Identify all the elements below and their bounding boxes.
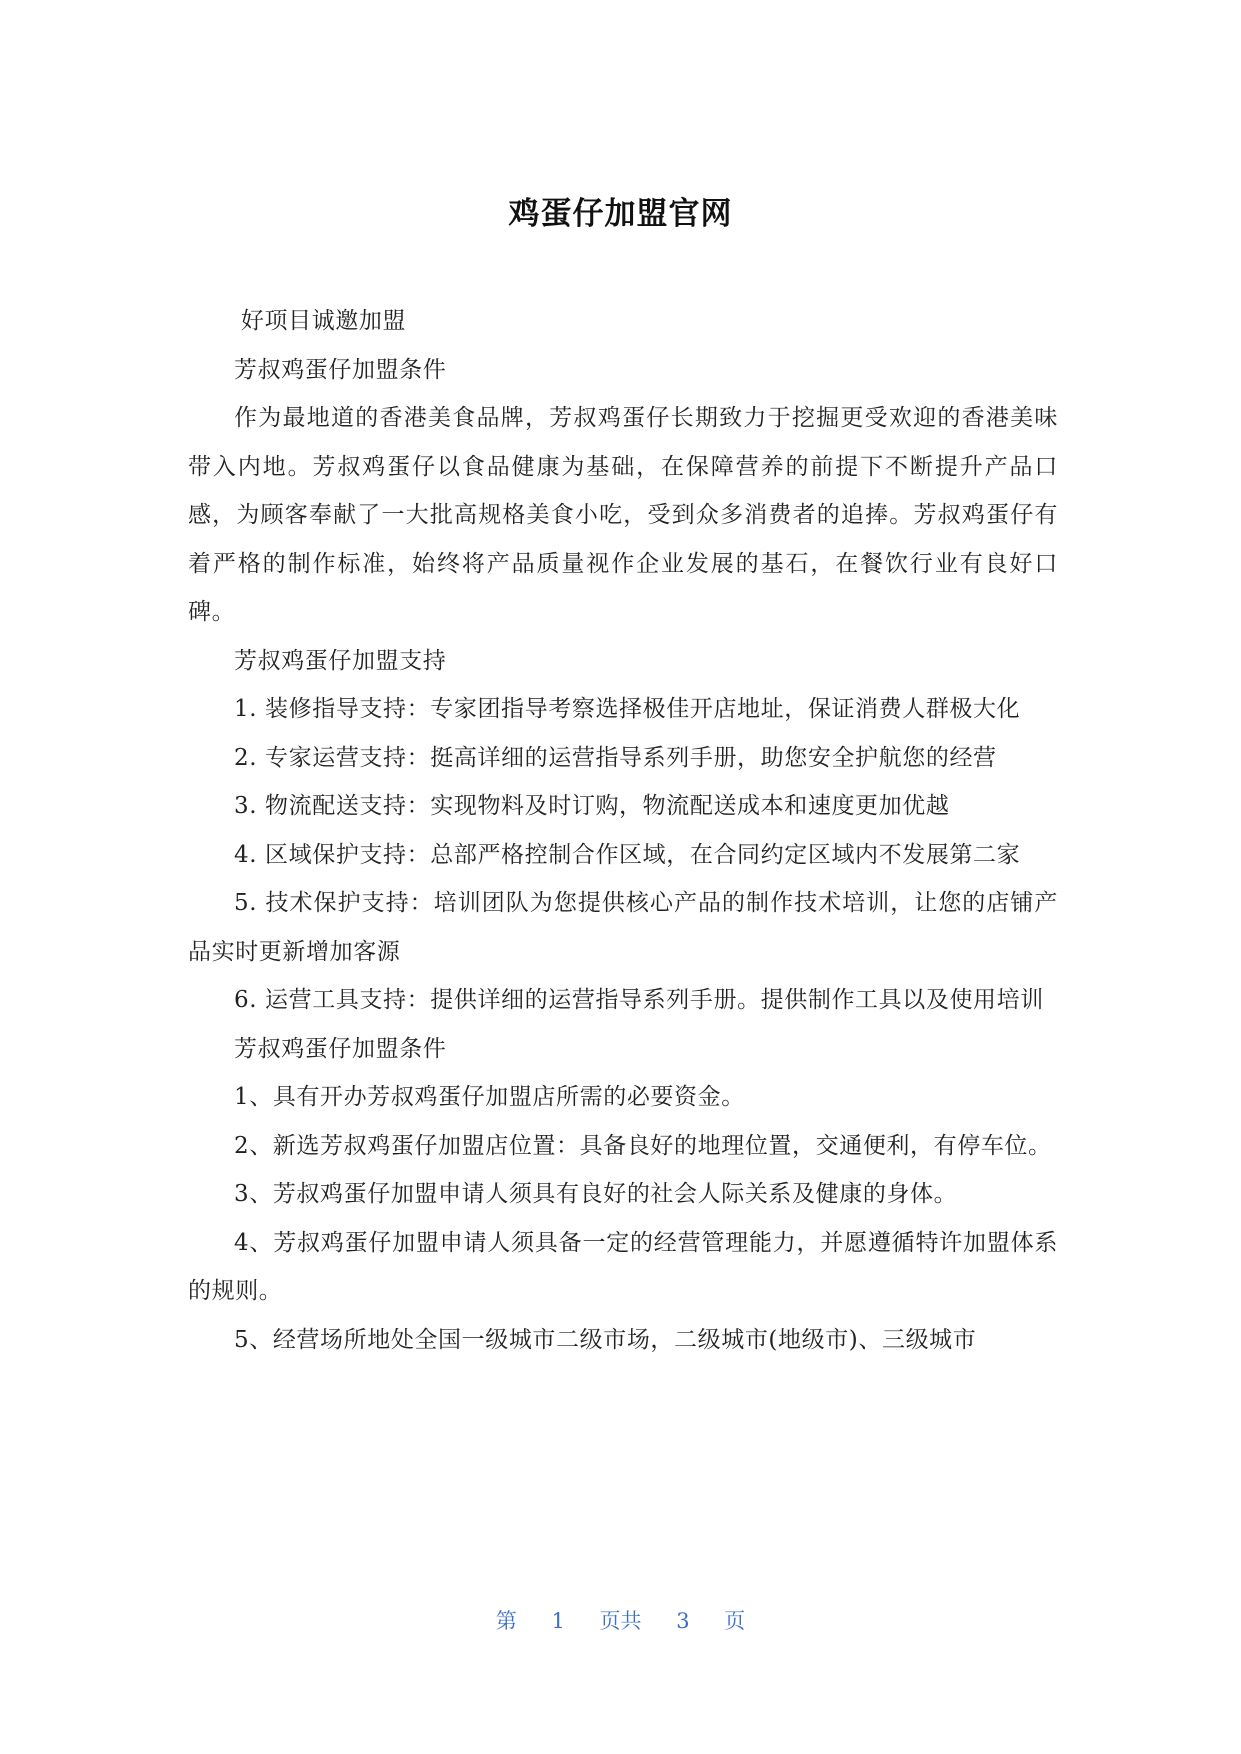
heading-franchise-conditions: 芳叔鸡蛋仔加盟条件 [234,356,447,383]
support-item-4: 4. 区域保护支持：总部严格控制合作区域，在合同约定区域内不发展第二家 [234,841,1021,868]
heading-franchise-support: 芳叔鸡蛋仔加盟支持 [234,647,447,674]
support-item-2: 2. 专家运营支持：挺高详细的运营指导系列手册，助您安全护航您的经营 [234,744,997,771]
footer-current-page: 1 [551,1609,565,1633]
heading-franchise-conditions-2: 芳叔鸡蛋仔加盟条件 [234,1035,447,1062]
footer-prefix: 第 [495,1609,517,1633]
support-item-3: 3. 物流配送支持：实现物料及时订购，物流配送成本和速度更加优越 [234,793,950,819]
condition-item-4: 4、芳叔鸡蛋仔加盟申请人须具备一定的经营管理能力，并愿遵循特许加盟体系的规则。 [188,1229,1058,1304]
document-body [188,297,1058,1364]
paragraph-intro: 好项目诚邀加盟 [240,308,407,334]
condition-item-5: 5、经营场所地处全国一级城市二级市场，二级城市(地级市)、三级城市 [234,1326,977,1353]
condition-item-2: 2、新选芳叔鸡蛋仔加盟店位置：具备良好的地理位置，交通便利，有停车位。 [234,1132,1052,1159]
condition-item-1: 1、具有开办芳叔鸡蛋仔加盟店所需的必要资金。 [234,1084,745,1110]
support-item-6: 6. 运营工具支持：提供详细的运营指导系列手册。提供制作工具以及使用培训 [234,987,1044,1013]
footer-suffix: 页 [724,1609,746,1633]
paragraph-brand-description: 作为最地道的香港美食品牌，芳叔鸡蛋仔长期致力于挖掘更受欢迎的香港美味带入内地。芳叔鸡蛋仔以食品健康为基础，在保障营养的前提下不断提升产品口感，为顾客奉献了一大批高规格美食小吃，受到众多消费者的追捧。芳叔鸡蛋仔有着严格的制作标准，始终将产品质量视作企业发展的基石，在餐饮行业有良好口碑。 [188,405,1058,625]
footer-total-pages: 3 [676,1609,690,1633]
footer-mid: 页共 [599,1609,642,1633]
support-item-5: 5. 技术保护支持：培训团队为您提供核心产品的制作技术培训，让您的店铺产品实时更新增加客源 [188,890,1058,965]
page-number-footer [0,1605,1241,1635]
support-item-1: 1. 装修指导支持：专家团指导考察选择极佳开店地址，保证消费人群极大化 [234,696,1021,722]
page-title: 鸡蛋仔加盟官网 [508,196,733,232]
condition-item-3: 3、芳叔鸡蛋仔加盟申请人须具有良好的社会人际关系及健康的身体。 [234,1181,958,1207]
